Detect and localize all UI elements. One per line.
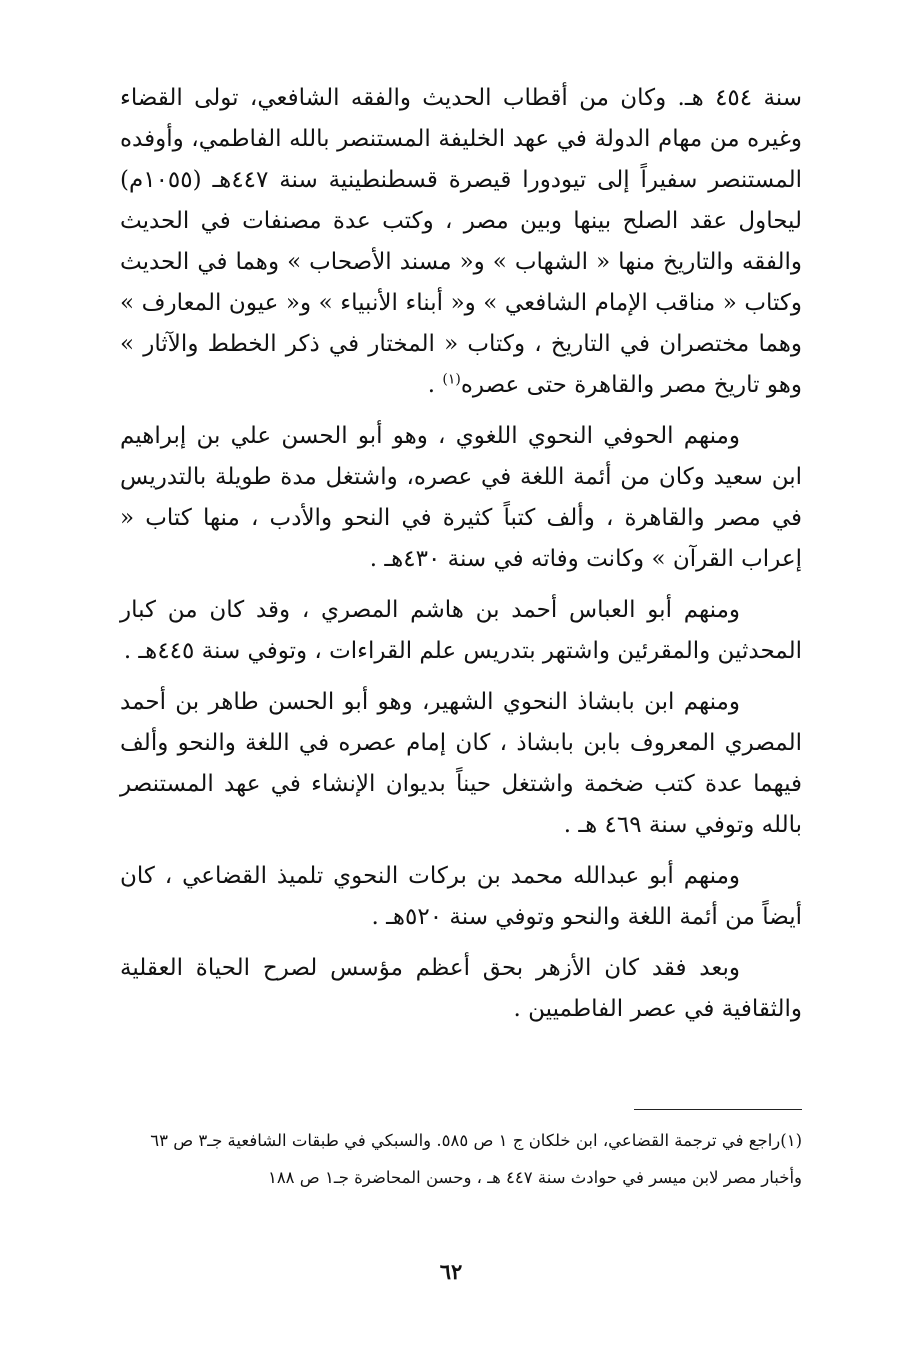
paragraph-ibn-babshadh: ومنهم ابن بابشاذ النحوي الشهير، وهو أبو الحسن طاهر بن أحمد المصري المعروف بابن بابشاذ ، كان إمام عصره في اللغة والنحو وألف فيهما عدة كتب ضخمة واشتغل حيناً بديوان الإنشاء في عهد المستنصر بالله وتوفي سنة ٤٦٩ هـ . — [120, 689, 802, 838]
paragraph-text: سنة ٤٥٤ هـ. وكان من أقطاب الحديث والفقه الشافعي، تولى القضاء وغيره من مهام الدولة في عهد الخليفة المستنصر بالله الفاطمي، وأوفده المستنصر سفيراً إلى تيودورا قيصرة قسطنطينية سنة ٤٤٧هـ (١٠٥٥م) ليحاول عقد الصلح بينها وبين مصر ، وكتب عدة مصنفات في الحديث والفقه والتاريخ منها « الشهاب » و« مسند الأصحاب » وهما في الحديث وكتاب « مناقب الإمام الشافعي » و« أبناء الأنبياء » و« عيون المعارف » وهما مختصران في التاريخ ، وكتاب « المختار في ذكر الخطط والآثار » وهو تاريخ مصر والقاهرة حتى عصره — [120, 85, 803, 398]
paragraph-hawfi: ومنهم الحوفي النحوي اللغوي ، وهو أبو الحسن علي بن إبراهيم ابن سعيد وكان من أئمة اللغة في عصره، واشتغل مدة طويلة بالتدريس في مصر والقاهرة ، وألف كتباً كثيرة في النحو والأدب ، منها كتاب « إعراب القرآن » وكانت وفاته في سنة ٤٣٠هـ . — [120, 423, 802, 572]
page-number: ٦٢ — [439, 1259, 463, 1284]
paragraph-continuation — [120, 78, 802, 406]
paragraph-ibn-barakat: ومنهم أبو عبدالله محمد بن بركات النحوي تلميذ القضاعي ، كان أيضاً من أئمة اللغة والنحو وتوفي سنة ٥٢٠هـ . — [120, 863, 802, 930]
paragraph-tail: . — [427, 372, 443, 398]
paragraph-abu-al-abbas: ومنهم أبو العباس أحمد بن هاشم المصري ، وقد كان من كبار المحدثين والمقرئين واشتهر بتدريس علم القراءات ، وتوفي سنة ٤٤٥هـ . — [120, 597, 802, 664]
paragraph-conclusion: وبعد فقد كان الأزهر بحق أعظم مؤسس لصرح الحياة العقلية والثقافية في عصر الفاطميين . — [120, 955, 802, 1022]
footnote: (١)راجع في ترجمة القضاعي، ابن خلكان ج ١ ص ٥٨٥. والسبكي في طبقات الشافعية جـ٣ ص ٦٣ وأخبار مصر لابن ميسر في حوادث سنة ٤٤٧ هـ ، وحسن المحاضرة جـ١ ص ١٨٨ — [150, 1131, 802, 1187]
main-text — [120, 78, 802, 1030]
footnote-reference[interactable]: (١) — [442, 371, 461, 388]
footnote-divider — [634, 1109, 802, 1110]
